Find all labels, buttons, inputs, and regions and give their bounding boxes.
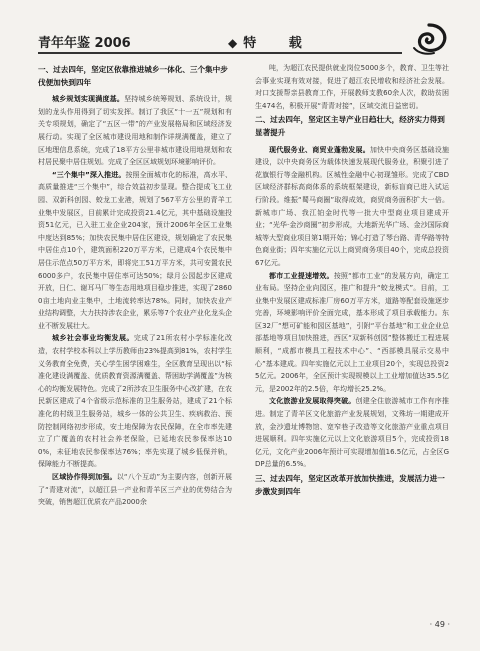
paragraph [38, 93, 232, 169]
paragraph [255, 395, 449, 471]
section-heading: 三、过去四年，坚定区改革开放加快推进，发展活力进一步激发到四年 [255, 474, 445, 496]
section-label: 特 载 [243, 36, 316, 51]
paragraph-lead: 文化旅游业发展取得突破。 [269, 397, 356, 406]
paragraph [38, 332, 232, 471]
page-header [38, 26, 450, 54]
paragraph-lead: “三个集中”深入推进。 [52, 170, 126, 179]
swirl-logo-icon [408, 22, 450, 56]
paragraph-lead: 城乡社会事业均衡发展。 [52, 334, 134, 343]
paragraph-text: 创建全住旅游城市工作有序推进。制定了青羊区文化旅游产业发展规划，文殊坊一期建成开放，金沙遗址博物馆、宽窄巷子改造等文化旅游产业重点项目进展顺利。四年实施亿元以上文化旅游项目5个，完成投资18亿元，文化产业2006年预计可实现增加值16.5亿元，占全区GDP总量的6.5%。 [255, 397, 449, 469]
paragraph-lead: 现代服务业、商贸业蓬勃发展。 [269, 145, 370, 154]
diamond-icon: ◆ [228, 36, 238, 50]
magazine-title: 青年年鉴 2006 [38, 36, 131, 51]
paragraph-lead: 城乡规划实现满度基。 [52, 95, 125, 104]
paragraph-text: 吨，为超江农民提供就业岗位5000多个，教育、卫生等社会事业实现有效对接，促进了超江农民增收和经济社会发展。对口支援帮亲县教育工作，开展教师支教60余人次，救助贫困生474名，积极开展“青青对接”，区域交流日益密切。 [255, 64, 449, 110]
section-title [228, 32, 316, 51]
paragraph-text: 坚持城乡统筹规划、系统设计，规划的龙头作用得到了切实发挥。制订了我区“十一五”规划和有关专项规划，确定了“五区一带”的产业发展格局和区域经济发展行动。实现了全区城市建设用地和制作详规满覆盖，建立了区地理信息系统，完成了18平方公里非城市建设用地规划和农村居民聚中居住规划。完成了全区区域规划环境影响评价。 [38, 95, 233, 167]
left-column [38, 62, 232, 509]
paragraph-text: 加快中央商务区基础设施建设，以中央商务区为载体快速发展现代服务业，积聚引进了花旗银行等金融机构。区城性金融中心初现雏形。完成了CBD区域经济群标高商体系的系统框架建设，新标盲商已进入试运行阶段。维振“蜀马商圈”取得成效，商贸商务面积扩大一倍。新城市广场、我江铂金时代等一批大中型商业项目建成开业；“光华·金沙商圈”初步形成，大地新光华广场、金沙国际商城等大型商业项目第1期开始；锦心打造了琴台路、青华路等特色商业街；四年实施亿元以上商贸商务项目40个，完成总投资67亿元。 [255, 145, 450, 267]
header-rule [38, 52, 402, 54]
page-number: · 49 · [429, 620, 450, 629]
paragraph-text: 按照“都市工业”的发展方向，确定工业布局。坚持企业向园区，推广和提升“蛟龙模式”。目前，工业集中发展区建成标准厂房60万平方米，道路等配套设施逐步完善，环境影响评价全面完成，基本形成了项目承载能力。东区32厂“想可矿能和园区基地”，引附“平台基地”和工业企业总部基地等项目加快推进，西区“双新科创园”整体搬迁工程进展顺利，“成都市模具工程技术中心”、“西部模具展示交易中心”基本建成。四年实施亿元以上工业项目20个，实现总投资25亿元。2006年，全区预计实现规模以上工业增加值达35.5亿元，是2002年的2.5倍，年均增长25.2%。 [255, 271, 450, 393]
paragraph-text: 完成了21所农村小学标准化改造，农村学校本科以上学历教师由23%提高到81%，农村学生义务教育全免费，关心学生困学困难生，全区教育呈现出以“标准化建设满覆盖、优质教育资源满覆盖、帮困助学满覆盖”为核心的均衡发展特色。完成了2所涉农卫生服务中心改扩建，在农民新区建成了4个省级示范标准的卫生服务站，建成了21个标准化的村级卫生服务站，城乡一体的公共卫生、疾病救治、预防控制网络初步形成，安土地保障为农民保障，在全市率先建立了广覆盖的农村社会养老保险，已延地农民参保率达100%，未征地农民参保率达76%；率先实现了城乡低保并轨，保障能力不断提高。 [38, 334, 232, 469]
paragraph [38, 471, 232, 509]
section-heading: 二、过去四年，坚定区主导产业日趋壮大，经济实力得到显著提升 [255, 115, 445, 137]
paragraph [255, 270, 449, 396]
paragraph [255, 62, 449, 112]
paragraph-lead: 都市工业提速增效。 [269, 271, 334, 280]
paragraph-lead: 区域协作得到加强。 [52, 473, 117, 481]
paragraph [38, 169, 232, 333]
right-column [255, 62, 449, 502]
section-heading: 一、过去四年，坚定区依靠推进城乡一体化、三个集中步伐便加快到四年 [38, 65, 228, 87]
paragraph [255, 144, 449, 270]
paragraph-text: 以“八个互动”为主要内容，创新开展了“青建对流”，以超江县一产业和青羊区三产业的优势结合为突破，销售超江优质农产品2000余 [38, 473, 233, 507]
paragraph-text: 按照全面城市化的标准，高水平、高质量推进“三个集中”，综合效益初步显现。整合提成飞工业园、双新科创园、蛟龙工业港，规划了567平方公里的青羊工业集中发展区，目前累计完成投资21.4亿元，其中基础设施投资51亿元，已入驻工业企业204家，预计2006年全区工业集中度达到85%；加快农民集中居住区建设，规划确定了农民集中居住点10个，建筑面积220万平方米，已建成4个农民集中居住示范点50万平方米，即将完工51万平方米，共可安置农民6000多户，农民集中居住率可达50%；绿月公园起步区建成开放，日仁、谢耳马厂等生态用地项目稳步推进，实现了28600亩土地向业主集中，土地流转率达78%。同时，加快农业产业结构调整，大力扶持涉农企业，累乐等7个农业产业化龙头企业不断发展壮大。 [38, 170, 233, 330]
